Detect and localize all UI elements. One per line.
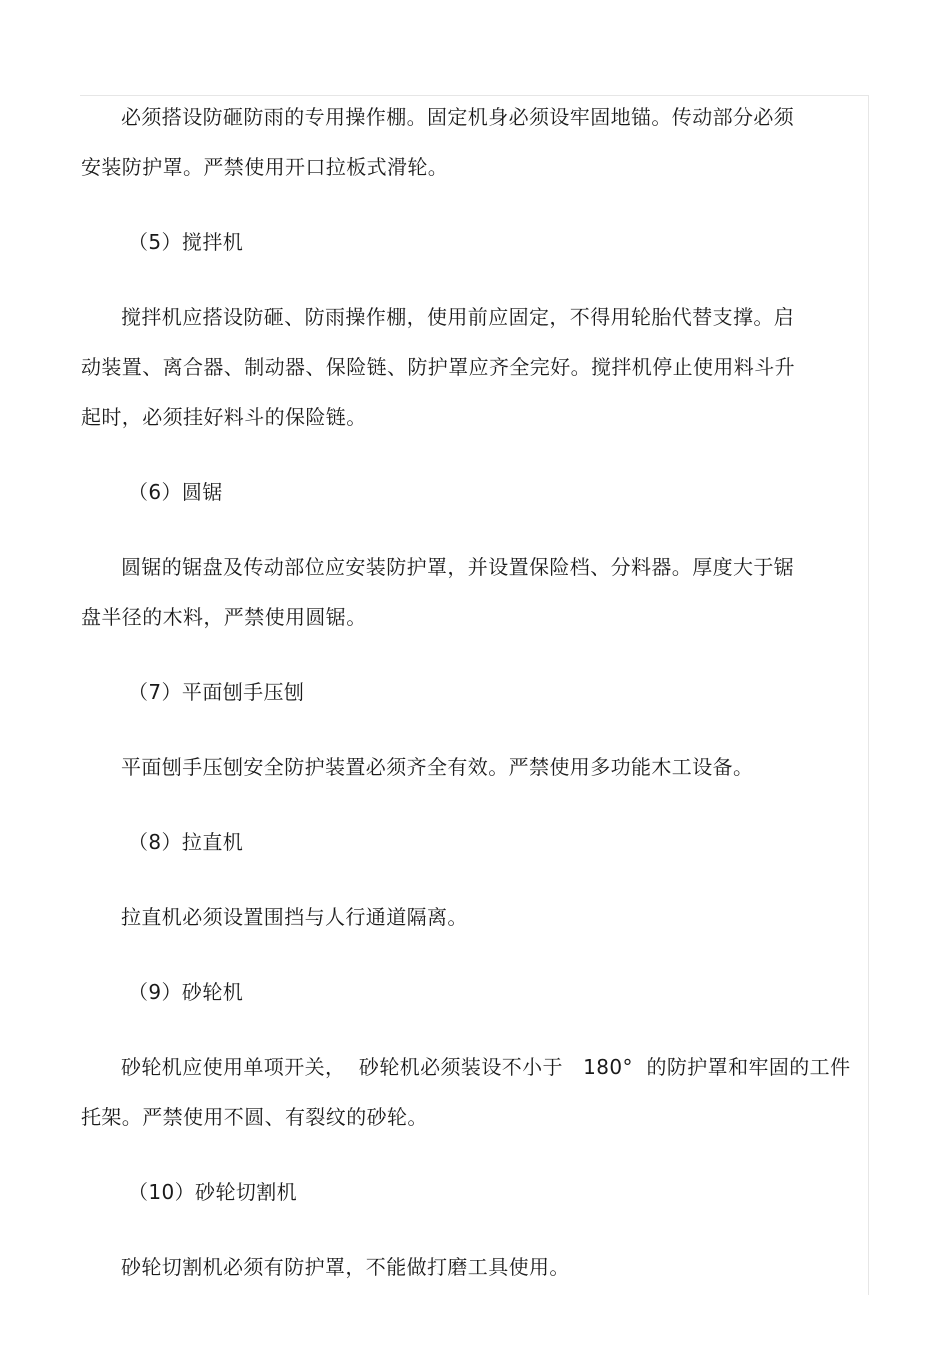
- paragraph-line: 砂轮机应使用单项开关， 砂轮机必须装设不小于 180° 的防护罩和牢固的工件: [121, 1055, 851, 1079]
- paragraph-line: 搅拌机应搭设防砸、防雨操作棚，使用前应固定，不得用轮胎代替支撑。启: [121, 305, 795, 329]
- paragraph-line: 动装置、离合器、制动器、保险链、防护罩应齐全完好。搅拌机停止使用料斗升: [81, 355, 795, 379]
- paragraph-line: 盘半径的木料，严禁使用圆锯。: [81, 605, 367, 629]
- section-heading-mixer: （5）搅拌机: [128, 230, 244, 254]
- section-heading-planer: （7）平面刨手压刨: [128, 680, 305, 704]
- paragraph-line: 托架。严禁使用不圆、有裂纹的砂轮。: [81, 1105, 428, 1129]
- paragraph-line: 起时，必须挂好料斗的保险链。: [81, 405, 367, 429]
- paragraph-line: 必须搭设防砸防雨的专用操作棚。固定机身必须设牢固地锚。传动部分必须: [121, 105, 795, 129]
- section-heading-straightener: （8）拉直机: [128, 830, 244, 854]
- section-heading-cutoff-machine: （10）砂轮切割机: [128, 1180, 298, 1204]
- paragraph-line: 拉直机必须设置围挡与人行通道隔离。: [121, 905, 468, 929]
- paragraph-line: 安装防护罩。严禁使用开口拉板式滑轮。: [81, 155, 449, 179]
- section-heading-circular-saw: （6）圆锯: [128, 480, 223, 504]
- section-heading-grinder: （9）砂轮机: [128, 980, 244, 1004]
- paragraph-line: 平面刨手压刨安全防护装置必须齐全有效。严禁使用多功能木工设备。: [121, 755, 754, 779]
- paragraph-line: 砂轮切割机必须有防护罩，不能做打磨工具使用。: [121, 1255, 570, 1279]
- paragraph-line: 圆锯的锯盘及传动部位应安装防护罩，并设置保险档、分料器。厚度大于锯: [121, 555, 795, 579]
